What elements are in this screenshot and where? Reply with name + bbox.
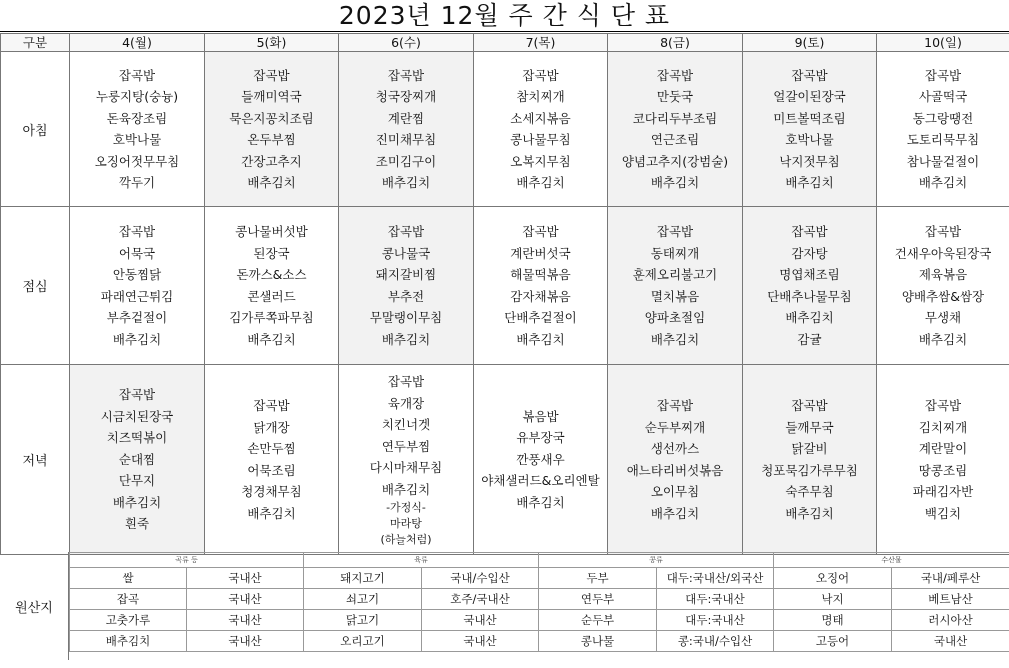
- menu-item: 배추김치: [247, 331, 296, 347]
- menu-item: 잡곡밥: [656, 398, 694, 413]
- menu-item: 참나물겉절이: [906, 153, 980, 169]
- origin-row: [70, 631, 1009, 652]
- menu-cell: [608, 365, 743, 555]
- menu-item: 잡곡밥: [791, 67, 828, 83]
- menu-item: 배추김치: [785, 310, 834, 325]
- menu-item: 잡곡밥: [522, 224, 559, 239]
- menu-cell: [70, 207, 205, 365]
- menu-cell: [474, 52, 608, 207]
- menu-item: 진미채무침: [375, 132, 437, 147]
- menu-item: 잡곡밥: [924, 67, 962, 83]
- menu-item: 동그랑땡전: [912, 110, 974, 126]
- menu-item: 양파초절임: [644, 310, 706, 325]
- meal-row: [1, 52, 1009, 207]
- menu-cell: [474, 207, 608, 365]
- menu-item: 간장고추지: [241, 153, 302, 169]
- menu-table: [0, 33, 1009, 555]
- menu-item: 배추김치: [918, 331, 968, 347]
- day-header: 9(토): [743, 34, 877, 52]
- menu-item: 배추김치: [381, 331, 431, 347]
- menu-item: 배추김치: [516, 175, 565, 190]
- menu-item: 잡곡밥: [118, 224, 156, 239]
- origin-item: 쌀: [70, 568, 187, 589]
- menu-item: 잡곡밥: [118, 387, 156, 403]
- origin-source: 국내산: [187, 568, 304, 589]
- menu-item: 육개장: [387, 395, 425, 411]
- origin-item: 오리고기: [304, 631, 422, 652]
- origin-source: 콩:국내/수입산: [657, 631, 774, 652]
- menu-item: 잡곡밥: [924, 398, 962, 413]
- origin-category: 곡류 등: [70, 553, 304, 568]
- menu-item: 김치찌개: [918, 419, 968, 435]
- menu-item: 콩나물무침: [510, 132, 571, 147]
- menu-item: 묵은지꽁치조림: [229, 110, 314, 126]
- origin-table: [69, 552, 1009, 652]
- origin-row: [70, 568, 1009, 589]
- menu-item: 멸치볶음: [650, 288, 700, 304]
- menu-item: 잡곡밥: [522, 67, 559, 83]
- menu-item: 배추김치: [381, 175, 431, 190]
- menu-item: 무생채: [924, 310, 962, 325]
- origin-item: 콩나물: [539, 631, 657, 652]
- menu-item: (하늘처럼): [380, 533, 432, 546]
- page-title: 2023년 12월 주 간 식 단 표: [338, 1, 671, 30]
- menu-cell: [877, 52, 1009, 207]
- menu-item: 감귤: [797, 331, 822, 347]
- menu-item: 계란버섯국: [510, 245, 571, 261]
- menu-item: 깐풍새우: [516, 451, 565, 467]
- origin-item: 연두부: [539, 589, 657, 610]
- origin-row: [70, 589, 1009, 610]
- menu-item: 배추김치: [650, 331, 700, 347]
- menu-item: 치킨너겟: [381, 417, 431, 432]
- origin-item: 오징어: [774, 568, 892, 589]
- menu-item: 잡곡밥: [118, 67, 156, 83]
- menu-item: 배추김치: [247, 505, 296, 521]
- origin-source: 국내/페루산: [892, 568, 1009, 589]
- menu-item: 사골떡국: [918, 89, 968, 104]
- menu-item: 청국장찌개: [375, 89, 437, 104]
- menu-item: 건새우아욱된장국: [894, 245, 992, 261]
- menu-item: 잡곡밥: [253, 398, 290, 413]
- day-header: 5(화): [205, 34, 339, 52]
- origin-source: 국내산: [892, 631, 1009, 652]
- menu-item: 잡곡밥: [387, 224, 425, 239]
- menu-item: 부추겉절이: [106, 310, 168, 325]
- menu-cell: [743, 207, 877, 365]
- menu-item: 닭개장: [253, 419, 290, 435]
- menu-cell: [70, 365, 205, 555]
- origin-section: [0, 552, 1009, 668]
- menu-item: 배추김치: [247, 175, 296, 190]
- menu-cell: [70, 52, 205, 207]
- menu-item: 도토리묵무침: [906, 132, 980, 147]
- origin-item: 고춧가루: [70, 610, 187, 631]
- menu-item: 잡곡밥: [387, 67, 425, 83]
- origin-item: 순두부: [539, 610, 657, 631]
- menu-item: 들깨무국: [785, 419, 834, 435]
- menu-item: 동태찌개: [650, 245, 700, 261]
- menu-item: 배추김치: [516, 494, 565, 510]
- menu-item: 배추김치: [650, 505, 700, 521]
- origin-item: 쇠고기: [304, 589, 422, 610]
- title-divider: [0, 31, 1009, 32]
- menu-item: 김가루쪽파무침: [229, 310, 314, 325]
- meal-label: 점심: [1, 207, 70, 365]
- menu-item: 잡곡밥: [791, 224, 828, 239]
- menu-item: 만둣국: [656, 89, 694, 104]
- menu-item: 백김치: [924, 505, 962, 521]
- menu-item: 배추김치: [112, 494, 162, 510]
- menu-item: 무말랭이무침: [369, 310, 443, 325]
- origin-label: 원산지: [0, 552, 69, 660]
- menu-item: 마라탕: [390, 517, 422, 530]
- origin-item: 고등어: [774, 631, 892, 652]
- menu-item: 잡곡밥: [387, 374, 425, 389]
- menu-item: 낙지젓무침: [779, 153, 840, 169]
- menu-item: 코다리두부조림: [632, 110, 718, 126]
- menu-cell: [205, 207, 339, 365]
- menu-item: 온두부찜: [247, 132, 296, 147]
- menu-item: 유부장국: [516, 430, 565, 446]
- menu-item: 해물떡볶음: [510, 267, 571, 282]
- menu-item: 호박나물: [112, 132, 162, 147]
- origin-source: 국내/수입산: [422, 568, 539, 589]
- menu-item: 콩나물국: [381, 245, 431, 261]
- menu-item: 다시마채무침: [369, 460, 443, 475]
- menu-cell: [205, 52, 339, 207]
- day-header: 7(목): [474, 34, 608, 52]
- menu-item: 오이무침: [650, 484, 700, 499]
- menu-item: 볶음밥: [522, 408, 559, 424]
- meal-label: 아침: [1, 52, 70, 207]
- menu-item: 얼갈이된장국: [773, 89, 846, 104]
- menu-item: 배추김치: [785, 175, 834, 190]
- menu-item: 제육볶음: [918, 267, 968, 282]
- menu-cell: [608, 52, 743, 207]
- origin-source: 국내산: [187, 631, 304, 652]
- menu-item: 단무지: [118, 473, 156, 489]
- origin-item: 닭고기: [304, 610, 422, 631]
- menu-item: -가정식-: [386, 501, 426, 514]
- menu-item: 양배추쌈&쌈장: [901, 288, 985, 304]
- origin-category: 육류: [304, 553, 539, 568]
- origin-category: 수산물: [774, 553, 1009, 568]
- origin-source: 베트남산: [892, 589, 1009, 610]
- origin-item: 잡곡: [70, 589, 187, 610]
- meal-row: [1, 365, 1009, 555]
- menu-item: 숙주무침: [785, 484, 834, 499]
- origin-source: 호주/국내산: [422, 589, 539, 610]
- menu-item: 콘샐러드: [247, 288, 296, 304]
- origin-item: 낙지: [774, 589, 892, 610]
- menu-item: 미트볼떡조림: [773, 110, 846, 126]
- day-header: 4(월): [70, 34, 205, 52]
- menu-item: 연두부찜: [381, 438, 431, 454]
- menu-item: 감자탕: [791, 245, 828, 261]
- origin-source: 대두:국내산/외국산: [657, 568, 774, 589]
- menu-cell: [339, 52, 474, 207]
- menu-item: 계란말이: [918, 441, 968, 456]
- origin-item: 배추김치: [70, 631, 187, 652]
- menu-item: 야채샐러드&오리엔탈: [481, 473, 600, 489]
- menu-cell: [743, 52, 877, 207]
- menu-item: 들깨미역국: [241, 89, 302, 104]
- menu-item: 단배추겉절이: [504, 310, 577, 325]
- day-header: 10(일): [877, 34, 1009, 52]
- menu-item: 파래연근튀김: [100, 288, 174, 304]
- origin-source: 국내산: [422, 610, 539, 631]
- menu-item: 땅콩조림: [918, 462, 968, 478]
- origin-item: 두부: [539, 568, 657, 589]
- menu-item: 연근조림: [650, 132, 700, 147]
- menu-item: 애느타리버섯볶음: [626, 462, 724, 478]
- menu-item: 부추전: [387, 288, 425, 304]
- menu-item: 배추김치: [650, 175, 700, 190]
- origin-source: 대두:국내산: [657, 610, 774, 631]
- menu-item: 시금치된장국: [100, 408, 174, 424]
- menu-cell: [474, 365, 608, 555]
- menu-item: 명엽채조림: [779, 267, 840, 282]
- menu-item: 단배추나물무침: [767, 288, 852, 304]
- origin-category: 콩류: [539, 553, 774, 568]
- menu-item: 훈제오리불고기: [632, 267, 718, 282]
- menu-item: 청포묵김가루무침: [761, 462, 858, 478]
- origin-source: 국내산: [422, 631, 539, 652]
- menu-item: 참치찌개: [516, 89, 565, 104]
- menu-item: 청경채무침: [241, 484, 302, 499]
- menu-item: 안동찜닭: [112, 267, 162, 282]
- menu-item: 감자채볶음: [510, 288, 571, 304]
- menu-item: 배추김치: [785, 505, 834, 521]
- menu-item: 손만두찜: [247, 441, 296, 456]
- menu-item: 돼지갈비찜: [375, 267, 437, 282]
- menu-item: 배추김치: [381, 481, 431, 497]
- menu-item: 된장국: [253, 245, 290, 261]
- origin-item: 명태: [774, 610, 892, 631]
- day-header: 6(수): [339, 34, 474, 52]
- menu-item: 생선까스: [650, 441, 700, 456]
- menu-cell: [339, 207, 474, 365]
- origin-source: 국내산: [187, 610, 304, 631]
- menu-item: 돈육장조림: [106, 110, 168, 126]
- menu-item: 깍두기: [118, 175, 156, 190]
- menu-item: 양념고추지(강범술): [621, 153, 729, 169]
- menu-item: 누룽지탕(숭늉): [95, 89, 179, 104]
- menu-item: 소세지볶음: [510, 110, 571, 126]
- menu-item: 잡곡밥: [924, 224, 962, 239]
- menu-item: 잡곡밥: [656, 224, 694, 239]
- menu-cell: [877, 207, 1009, 365]
- menu-cell: [205, 365, 339, 555]
- menu-item: 어묵조림: [247, 462, 296, 478]
- menu-cell: [608, 207, 743, 365]
- menu-item: 파래김자반: [912, 484, 974, 499]
- menu-item: 계란찜: [387, 110, 425, 126]
- menu-item: 콩나물버섯밥: [235, 224, 308, 239]
- origin-row: [70, 610, 1009, 631]
- menu-item: 어묵국: [118, 245, 156, 261]
- menu-item: 흰죽: [124, 516, 150, 532]
- menu-item: 치즈떡볶이: [106, 430, 168, 446]
- menu-item: 오징어젓무무침: [94, 153, 180, 169]
- header-label: 구분: [1, 34, 70, 52]
- menu-cell: [877, 365, 1009, 555]
- menu-item: 돈까스&소스: [236, 267, 307, 282]
- menu-item: 배추김치: [112, 331, 162, 347]
- menu-item: 잡곡밥: [791, 398, 828, 413]
- header-row: [1, 34, 1009, 52]
- menu-cell: [339, 365, 474, 555]
- menu-item: 잡곡밥: [656, 67, 694, 83]
- menu-item: 닭갈비: [791, 441, 828, 456]
- menu-item: 오복지무침: [510, 153, 571, 169]
- origin-source: 대두:국내산: [657, 589, 774, 610]
- menu-item: 순두부찌개: [644, 419, 706, 435]
- origin-category-row: [70, 553, 1009, 568]
- meal-row: [1, 207, 1009, 365]
- origin-source: 국내산: [187, 589, 304, 610]
- menu-item: 순대찜: [118, 451, 156, 467]
- origin-source: 러시아산: [892, 610, 1009, 631]
- origin-item: 돼지고기: [304, 568, 422, 589]
- menu-cell: [743, 365, 877, 555]
- menu-item: 조미김구이: [375, 153, 437, 169]
- menu-item: 잡곡밥: [253, 67, 290, 83]
- menu-item: 배추김치: [918, 175, 968, 190]
- meal-label: 저녁: [1, 365, 70, 555]
- menu-item: 배추김치: [516, 331, 565, 347]
- day-header: 8(금): [608, 34, 743, 52]
- menu-item: 호박나물: [785, 132, 834, 147]
